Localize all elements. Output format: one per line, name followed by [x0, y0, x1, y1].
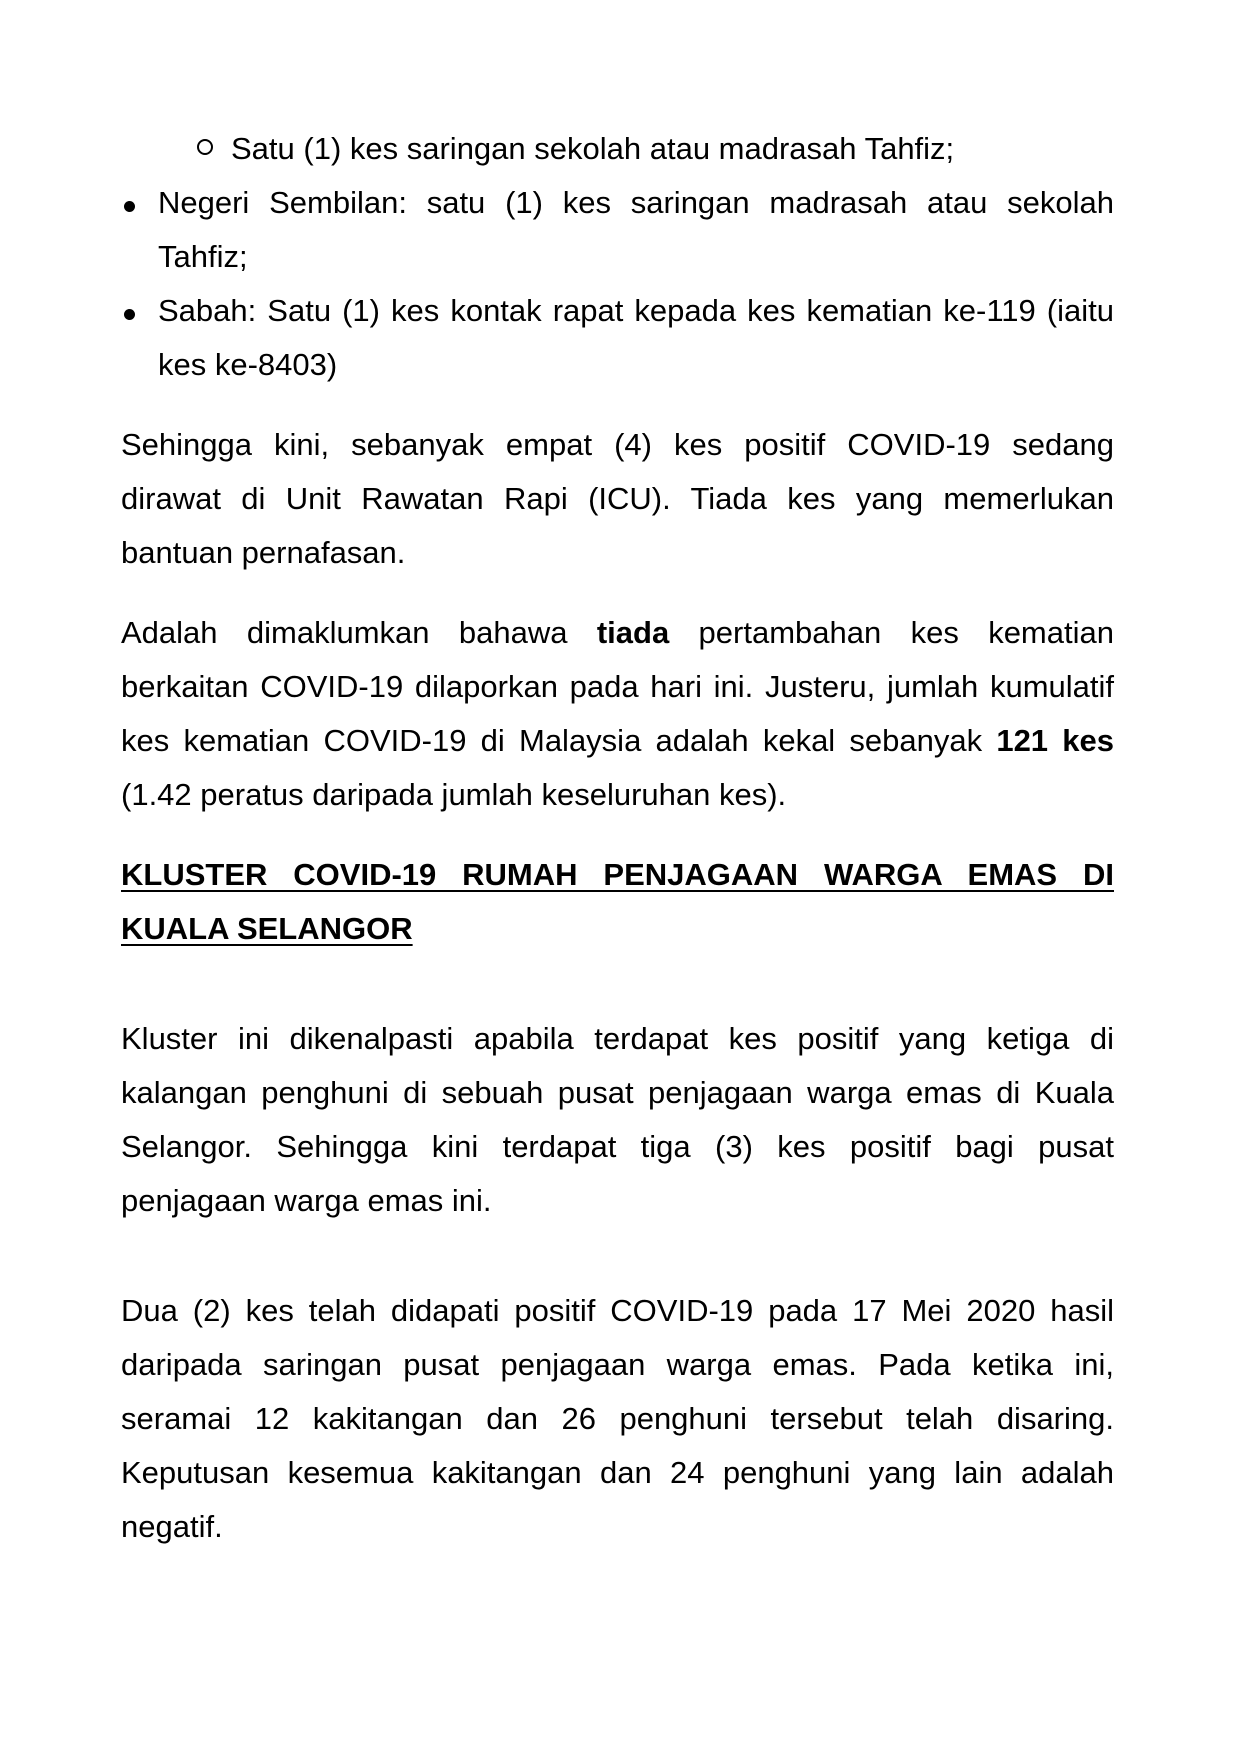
hollow-circle-bullet-icon: [197, 139, 213, 155]
death-paragraph: [121, 606, 1114, 822]
filled-circle-bullet-icon: [124, 201, 135, 212]
death-paragraph-text-3: (1.42 peratus daripada jumlah keseluruhan kes).: [121, 777, 787, 812]
sub-list-item-text: Satu (1) kes saringan sekolah atau madrasah Tahfiz;: [231, 131, 955, 166]
bullet-item-negeri-sembilan: [121, 176, 1114, 284]
section-heading: KLUSTER COVID-19 RUMAH PENJAGAAN WARGA EMAS DI KUALA SELANGOR: [121, 857, 1114, 946]
document-page: [121, 122, 1114, 1554]
bullet-item-text: Sabah: Satu (1) kes kontak rapat kepada kes kematian ke-119 (iaitu kes ke-8403): [158, 293, 1114, 382]
cluster-paragraph-1: Kluster ini dikenalpasti apabila terdapat kes positif yang ketiga di kalangan penghuni di sebuah pusat penjagaan warga emas di Kuala Selangor. Sehingga kini terdapat tiga (3) kes positif bagi pusat penjagaan warga emas ini.: [121, 1021, 1114, 1218]
icu-paragraph: Sehingga kini, sebanyak empat (4) kes positif COVID-19 sedang dirawat di Unit Rawatan Rapi (ICU). Tiada kes yang memerlukan bantuan pernafasan.: [121, 427, 1114, 570]
death-paragraph-text-1: Adalah dimaklumkan bahawa: [121, 615, 597, 650]
filled-circle-bullet-icon: [124, 309, 135, 320]
death-paragraph-bold-count: 121 kes: [996, 723, 1114, 758]
death-paragraph-bold-tiada: tiada: [596, 615, 670, 650]
bullet-item-sabah: [121, 284, 1114, 392]
sub-list-item: [121, 122, 1114, 176]
cluster-paragraph-2: Dua (2) kes telah didapati positif COVID-19 pada 17 Mei 2020 hasil daripada saringan pusat penjagaan warga emas. Pada ketika ini, seramai 12 kakitangan dan 26 penghuni tersebut telah disaring. Keputusan kesemua kakitangan dan 24 penghuni yang lain adalah negatif.: [121, 1293, 1114, 1544]
death-paragraph-text-2: pertambahan kes kematian berkaitan COVID-19 dilaporkan pada hari ini. Justeru, jumlah kumulatif kes kematian COVID-19 di Malaysia adalah kekal sebanyak: [121, 615, 1114, 758]
bullet-item-text: Negeri Sembilan: satu (1) kes saringan madrasah atau sekolah Tahfiz;: [158, 185, 1114, 274]
